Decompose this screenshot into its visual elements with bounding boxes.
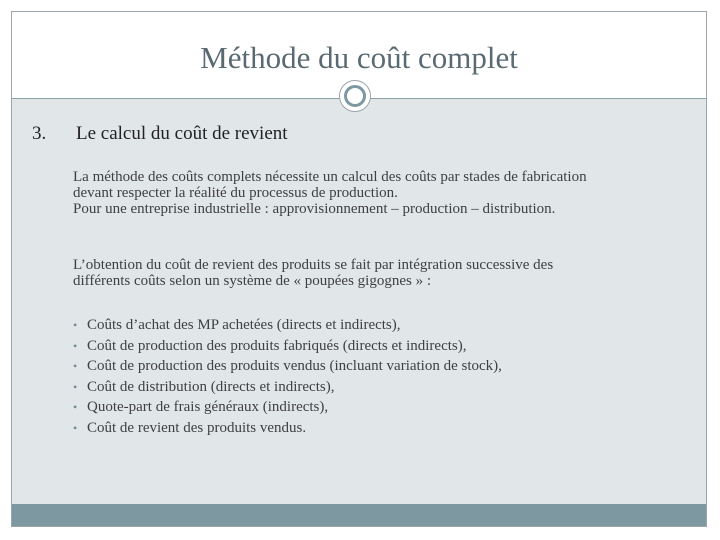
list-item-text: Coût de revient des produits vendus. xyxy=(87,419,307,436)
list-item-text: Coûts d’achat des MP achetées (directs et indirects), xyxy=(87,317,401,333)
list-item xyxy=(73,418,502,439)
section-title: Le calcul du coût de revient xyxy=(76,123,288,144)
cost-list xyxy=(73,315,502,438)
list-item xyxy=(73,356,502,377)
slide xyxy=(11,11,707,527)
bullet-icon: • xyxy=(73,318,78,332)
footer-bar xyxy=(12,504,706,526)
list-item-text: Quote-part de frais généraux (indirects), xyxy=(87,399,329,415)
list-item xyxy=(73,377,502,398)
bullet-icon: • xyxy=(73,400,78,414)
paragraph-line: différents coûts selon un système de « poupées gigognes » : xyxy=(73,273,431,289)
paragraph-line: Pour une entreprise industrielle : approvisionnement – production – distribution. xyxy=(73,201,556,217)
slide-title: Méthode du coût complet xyxy=(200,40,518,75)
list-item xyxy=(73,315,502,336)
section-number: 3. xyxy=(32,123,47,144)
list-item-text: Coût de distribution (directs et indirects), xyxy=(87,378,335,395)
paragraph-integration xyxy=(73,257,683,289)
circle-ring-inner xyxy=(344,85,366,107)
list-item xyxy=(73,397,502,418)
list-item xyxy=(73,336,502,357)
paragraph-line: La méthode des coûts complets nécessite un calcul des coûts par stades de fabrication xyxy=(73,169,587,185)
paragraph-line: devant respecter la réalité du processus de production. xyxy=(73,185,398,201)
bullet-icon: • xyxy=(73,379,78,394)
list-item-text: Coût de production des produits vendus (incluant variation de stock), xyxy=(87,358,502,374)
paragraph-line: L’obtention du coût de revient des produits se fait par intégration successive des xyxy=(73,257,554,273)
bullet-icon: • xyxy=(73,338,78,353)
bullet-icon: • xyxy=(73,420,78,435)
list-item-text: Coût de production des produits fabriqués (directs et indirects), xyxy=(87,337,467,354)
circle-ring-icon xyxy=(339,80,371,112)
bullet-icon: • xyxy=(73,359,78,373)
paragraph-methodology xyxy=(73,169,683,217)
